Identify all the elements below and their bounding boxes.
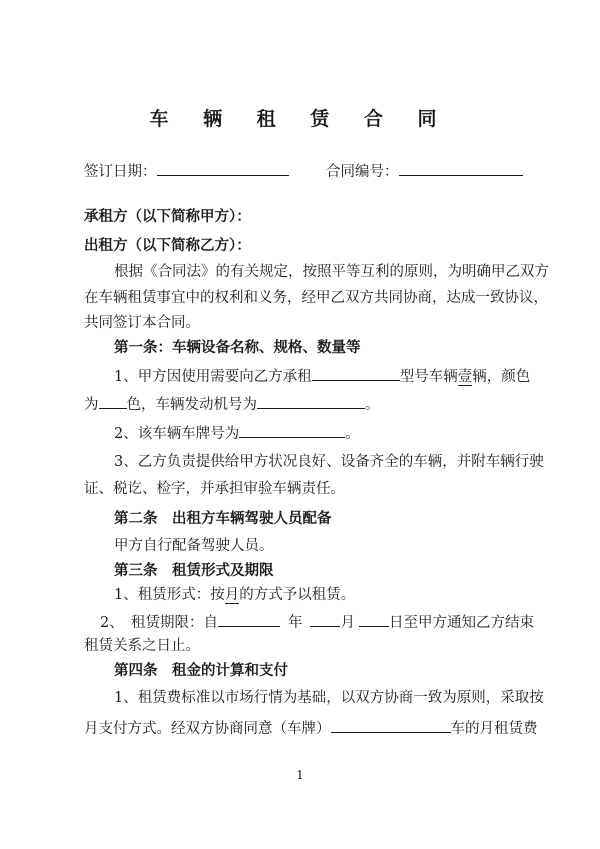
text-run: 年 <box>287 615 303 631</box>
intro-line-3: 共同签订本合同。 <box>84 315 200 331</box>
article-3-para-2-line-2: 租赁关系之日止。 <box>84 638 200 654</box>
article-1-para-3-line-1: 3、乙方负责提供给甲方状况良好、设备齐全的车辆，并附车辆行驶 <box>114 454 544 470</box>
color-blank <box>99 393 127 409</box>
contract-no-blank <box>399 160 523 176</box>
text-run: 的方式予以租赁。 <box>239 587 356 603</box>
contract-no-label: 合同编号： <box>326 164 399 180</box>
engine-number-blank <box>257 393 365 409</box>
article-1-para-1-line-2 <box>84 393 380 415</box>
plate-number-blank <box>239 422 345 438</box>
document-title: 车 辆 租 赁 合 同 <box>149 108 451 130</box>
article-1-para-3-line-2: 证、税讫、检字，并承担审验车辆责任。 <box>84 481 345 497</box>
article-3-para-2-line-1 <box>100 611 534 633</box>
text-run: 辆，颜色 <box>472 369 531 385</box>
text-run: 型号车辆 <box>399 369 458 385</box>
article-1-para-1-line-1 <box>114 365 530 387</box>
plate-blank <box>331 717 451 733</box>
text-run: 1、甲方因使用需要向乙方承租 <box>114 369 312 385</box>
article-3-para-1 <box>114 585 355 605</box>
start-year-blank <box>218 611 280 627</box>
article-2-title: 第二条 出租方车辆驾驶人员配备 <box>114 510 332 527</box>
article-1-para-2 <box>114 422 360 444</box>
article-4-title: 第四条 租金的计算和支付 <box>114 662 288 679</box>
text-run: 色，车辆发动机号为 <box>126 397 257 413</box>
start-month-blank <box>310 611 340 627</box>
text-run: 2、该车辆车牌号为 <box>114 426 240 442</box>
lessor-line: 出租方（以下简称乙方）： <box>84 237 251 254</box>
sign-date-label: 签订日期： <box>84 164 157 180</box>
model-blank <box>312 365 400 381</box>
article-3-title: 第三条 租赁形式及期限 <box>114 562 274 579</box>
sign-date-row <box>84 160 289 182</box>
quantity-value: 壹 <box>457 369 473 385</box>
text-run: 日至甲方通知乙方结束 <box>388 615 534 631</box>
article-2-para-1: 甲方自行配备驾驶人员。 <box>114 538 274 554</box>
text-run: 车的月租赁费 <box>450 721 538 737</box>
text-run: 为 <box>84 397 99 413</box>
contract-no-row <box>326 160 523 182</box>
article-1-title: 第一条：车辆设备名称、规格、数量等 <box>114 339 361 356</box>
text-run: 1、租赁形式：按 <box>114 587 225 603</box>
intro-line-2: 在车辆租赁事宜中的权利和义务，经甲乙双方共同协商，达成一致协议， <box>84 290 548 306</box>
text-run: 月支付方式。经双方协商同意（车牌） <box>84 721 331 737</box>
intro-line-1: 根据《合同法》的有关规定，按照平等互利的原则，为明确甲乙双方 <box>114 264 549 280</box>
text-run: 。 <box>365 397 380 413</box>
page-number: 1 <box>296 768 304 782</box>
start-day-blank <box>359 611 389 627</box>
text-run: 。 <box>345 426 360 442</box>
lessee-line: 承租方（以下简称甲方）： <box>84 208 251 225</box>
lease-unit-value: 月 <box>224 587 240 603</box>
text-run: 月 <box>340 615 355 631</box>
article-4-para-1-line-2 <box>84 717 538 739</box>
sign-date-blank <box>157 160 289 176</box>
article-4-para-1-line-1: 1、租赁费标准以市场行情为基础，以双方协商一致为原则，采取按 <box>114 690 544 706</box>
text-run: 2、 租赁期限：自 <box>100 615 218 631</box>
